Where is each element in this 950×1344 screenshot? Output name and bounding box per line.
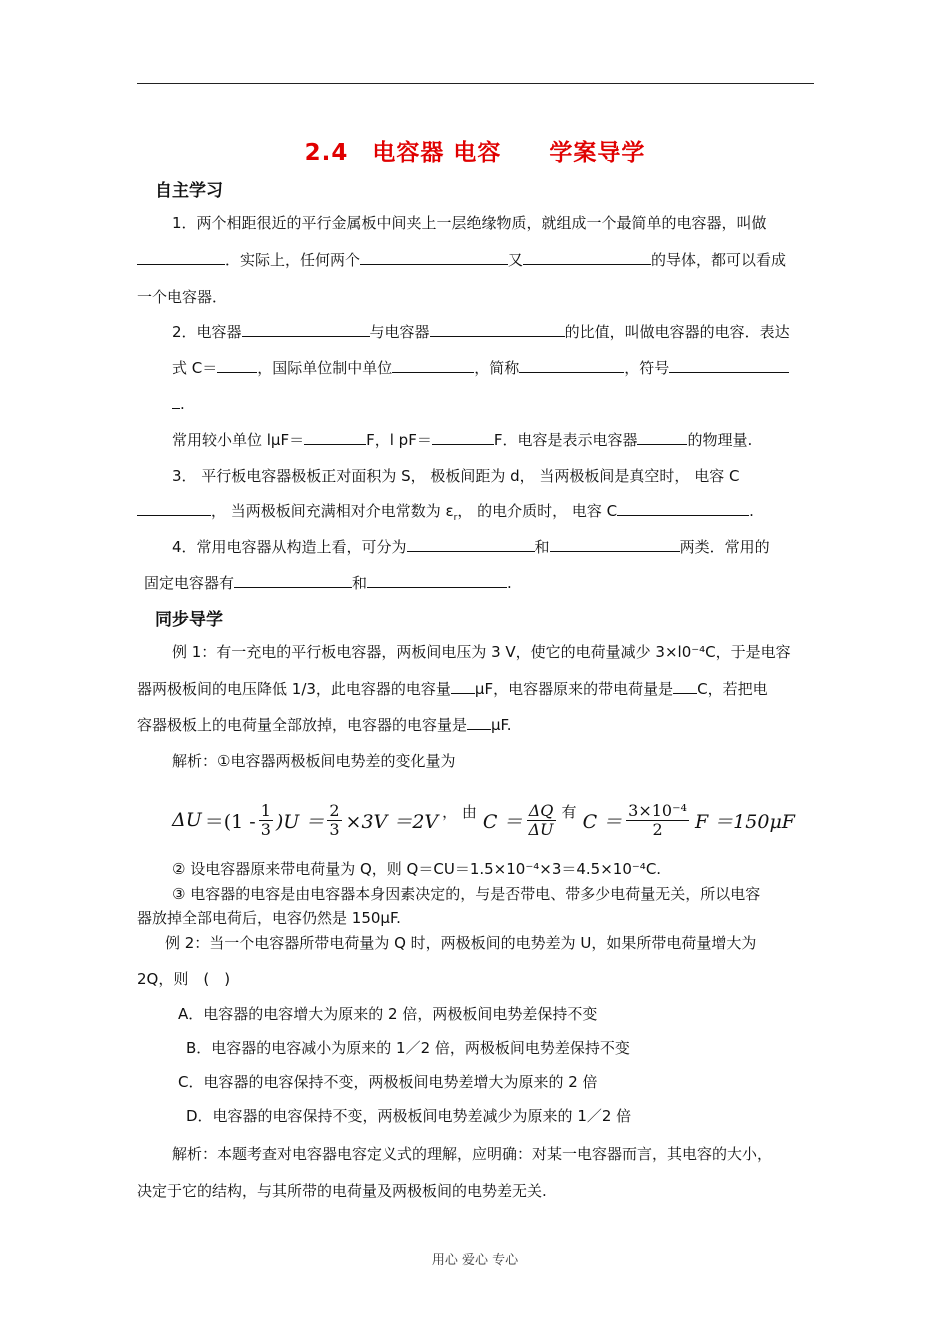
q3-line2: ， 当两极板间充满相对介电常数为 $\varepsilon_r$， 的电介质时， 电容 C . bbox=[137, 500, 754, 523]
q1-line1: 1．两个相距很近的平行金属板中间夹上一层绝缘物质，就组成一个最简单的电容器，叫做 bbox=[172, 214, 767, 232]
fill-blank[interactable] bbox=[304, 430, 366, 445]
fill-blank[interactable] bbox=[432, 430, 494, 445]
q1-line3: 一个电容器． bbox=[137, 288, 228, 306]
fill-blank[interactable] bbox=[392, 358, 474, 373]
fill-blank[interactable] bbox=[172, 394, 180, 409]
q1-line2: ．实际上，任何两个 又 的导体，都可以看成 bbox=[137, 249, 786, 270]
page-title: 2.4 电容器 电容 学案导学 bbox=[304, 140, 646, 166]
fill-blank[interactable] bbox=[367, 573, 507, 588]
fill-blank[interactable] bbox=[617, 501, 749, 516]
fill-blank[interactable] bbox=[673, 679, 697, 694]
fill-blank[interactable] bbox=[137, 250, 225, 265]
fill-blank[interactable] bbox=[523, 250, 651, 265]
formula-line: ΔU ＝(1 - $\frac{1}{3}$ )U ＝ $\frac{2}{3}$ ×3V ＝2V ， 由 C ＝ $\frac{\Delta Q}{\Delta U}$ 有 C ＝ $\frac{\text{3×10⁻⁴}}{2}$ F ＝150μF bbox=[172, 800, 795, 839]
fill-blank[interactable] bbox=[669, 358, 789, 373]
ex1-line3: 容器极板上的电荷量全部放掉，电容器的电容量是 μF. bbox=[137, 716, 512, 734]
ex1-analysis-3a: ③ 电容器的电容是由电容器本身因素决定的，与是否带电、带多少电荷量无关，所以电容 bbox=[172, 885, 761, 903]
fill-blank[interactable] bbox=[360, 250, 508, 265]
q4-line1: 4．常用电容器从构造上看，可分为 和 两类．常用的 bbox=[172, 538, 770, 556]
ex2-option-b[interactable]: B．电容器的电容减小为原来的 1／2 倍，两极板间电势差保持不变 bbox=[186, 1039, 630, 1057]
fill-blank[interactable] bbox=[430, 322, 565, 337]
ex1-analysis-3b: 器放掉全部电荷后，电容仍然是 150μF. bbox=[137, 909, 401, 927]
ex1-analysis-2: ② 设电容器原来带电荷量为 Q，则 Q＝CU＝1.5×10⁻⁴×3＝4.5×10⁻⁴C. bbox=[172, 860, 662, 878]
page-footer: 用心 爱心 专心 bbox=[431, 1253, 519, 1268]
fill-blank[interactable] bbox=[407, 537, 535, 552]
fill-blank[interactable] bbox=[451, 679, 475, 694]
ex1-analysis-1: 解析：①电容器两极板间电势差的变化量为 bbox=[172, 752, 456, 770]
fill-blank[interactable] bbox=[234, 573, 352, 588]
fill-blank[interactable] bbox=[137, 501, 211, 516]
fill-blank[interactable] bbox=[637, 430, 687, 445]
ex2-option-d[interactable]: D．电容器的电容保持不变，两极板间电势差减少为原来的 1／2 倍 bbox=[186, 1107, 632, 1125]
fill-blank[interactable] bbox=[519, 358, 624, 373]
ex2-analysis-2: 决定于它的结构，与其所带的电荷量及两极板间的电势差无关. bbox=[137, 1182, 547, 1200]
ex2-line2: 2Q，则 ( ) bbox=[137, 970, 231, 988]
q2-line4: 常用较小单位 lμF＝ F，l pF＝ F．电容是表示电容器 的物理量. bbox=[172, 431, 753, 449]
q2-line1: 2．电容器 与电容器 的比值，叫做电容器的电容．表达 bbox=[172, 323, 790, 341]
ex2-analysis-1: 解析：本题考查对电容器电容定义式的理解，应明确：对某一电容器而言，其电容的大小， bbox=[172, 1145, 773, 1163]
section-heading-guided-study: 同步导学 bbox=[155, 610, 223, 630]
section-heading-self-study: 自主学习 bbox=[155, 181, 223, 201]
ex2-option-c[interactable]: C．电容器的电容保持不变，两极板间电势差增大为原来的 2 倍 bbox=[178, 1073, 598, 1091]
fill-blank[interactable] bbox=[242, 322, 370, 337]
ex1-line1: 例 1：有一充电的平行板电容器，两板间电压为 3 V，使它的电荷量减少 3×l0⁻⁴C，于是电容 bbox=[172, 643, 791, 661]
q2-line2: 式 C＝ ，国际单位制中单位 ，简称 ，符号 bbox=[172, 357, 789, 378]
fill-blank[interactable] bbox=[467, 715, 491, 730]
header-rule bbox=[137, 83, 814, 84]
ex2-option-a[interactable]: A．电容器的电容增大为原来的 2 倍，两极板间电势差保持不变 bbox=[178, 1005, 598, 1023]
q4-line2: 固定电容器有 和 . bbox=[144, 574, 512, 592]
q3-line1: 3． 平行板电容器极板正对面积为 S， 极板间距为 d， 当两极板间是真空时， 电容 C bbox=[172, 467, 740, 485]
ex1-line2: 器两极板间的电压降低 1/3，此电容器的电容量 μF，电容器原来的带电荷量是 C，若把电 bbox=[137, 680, 768, 698]
q2-line3: . bbox=[172, 394, 185, 413]
fill-blank[interactable] bbox=[217, 358, 257, 373]
ex2-line1: 例 2：当一个电容器所带电荷量为 Q 时，两极板间的电势差为 U，如果所带电荷量增大为 bbox=[165, 934, 757, 952]
fill-blank[interactable] bbox=[550, 537, 680, 552]
